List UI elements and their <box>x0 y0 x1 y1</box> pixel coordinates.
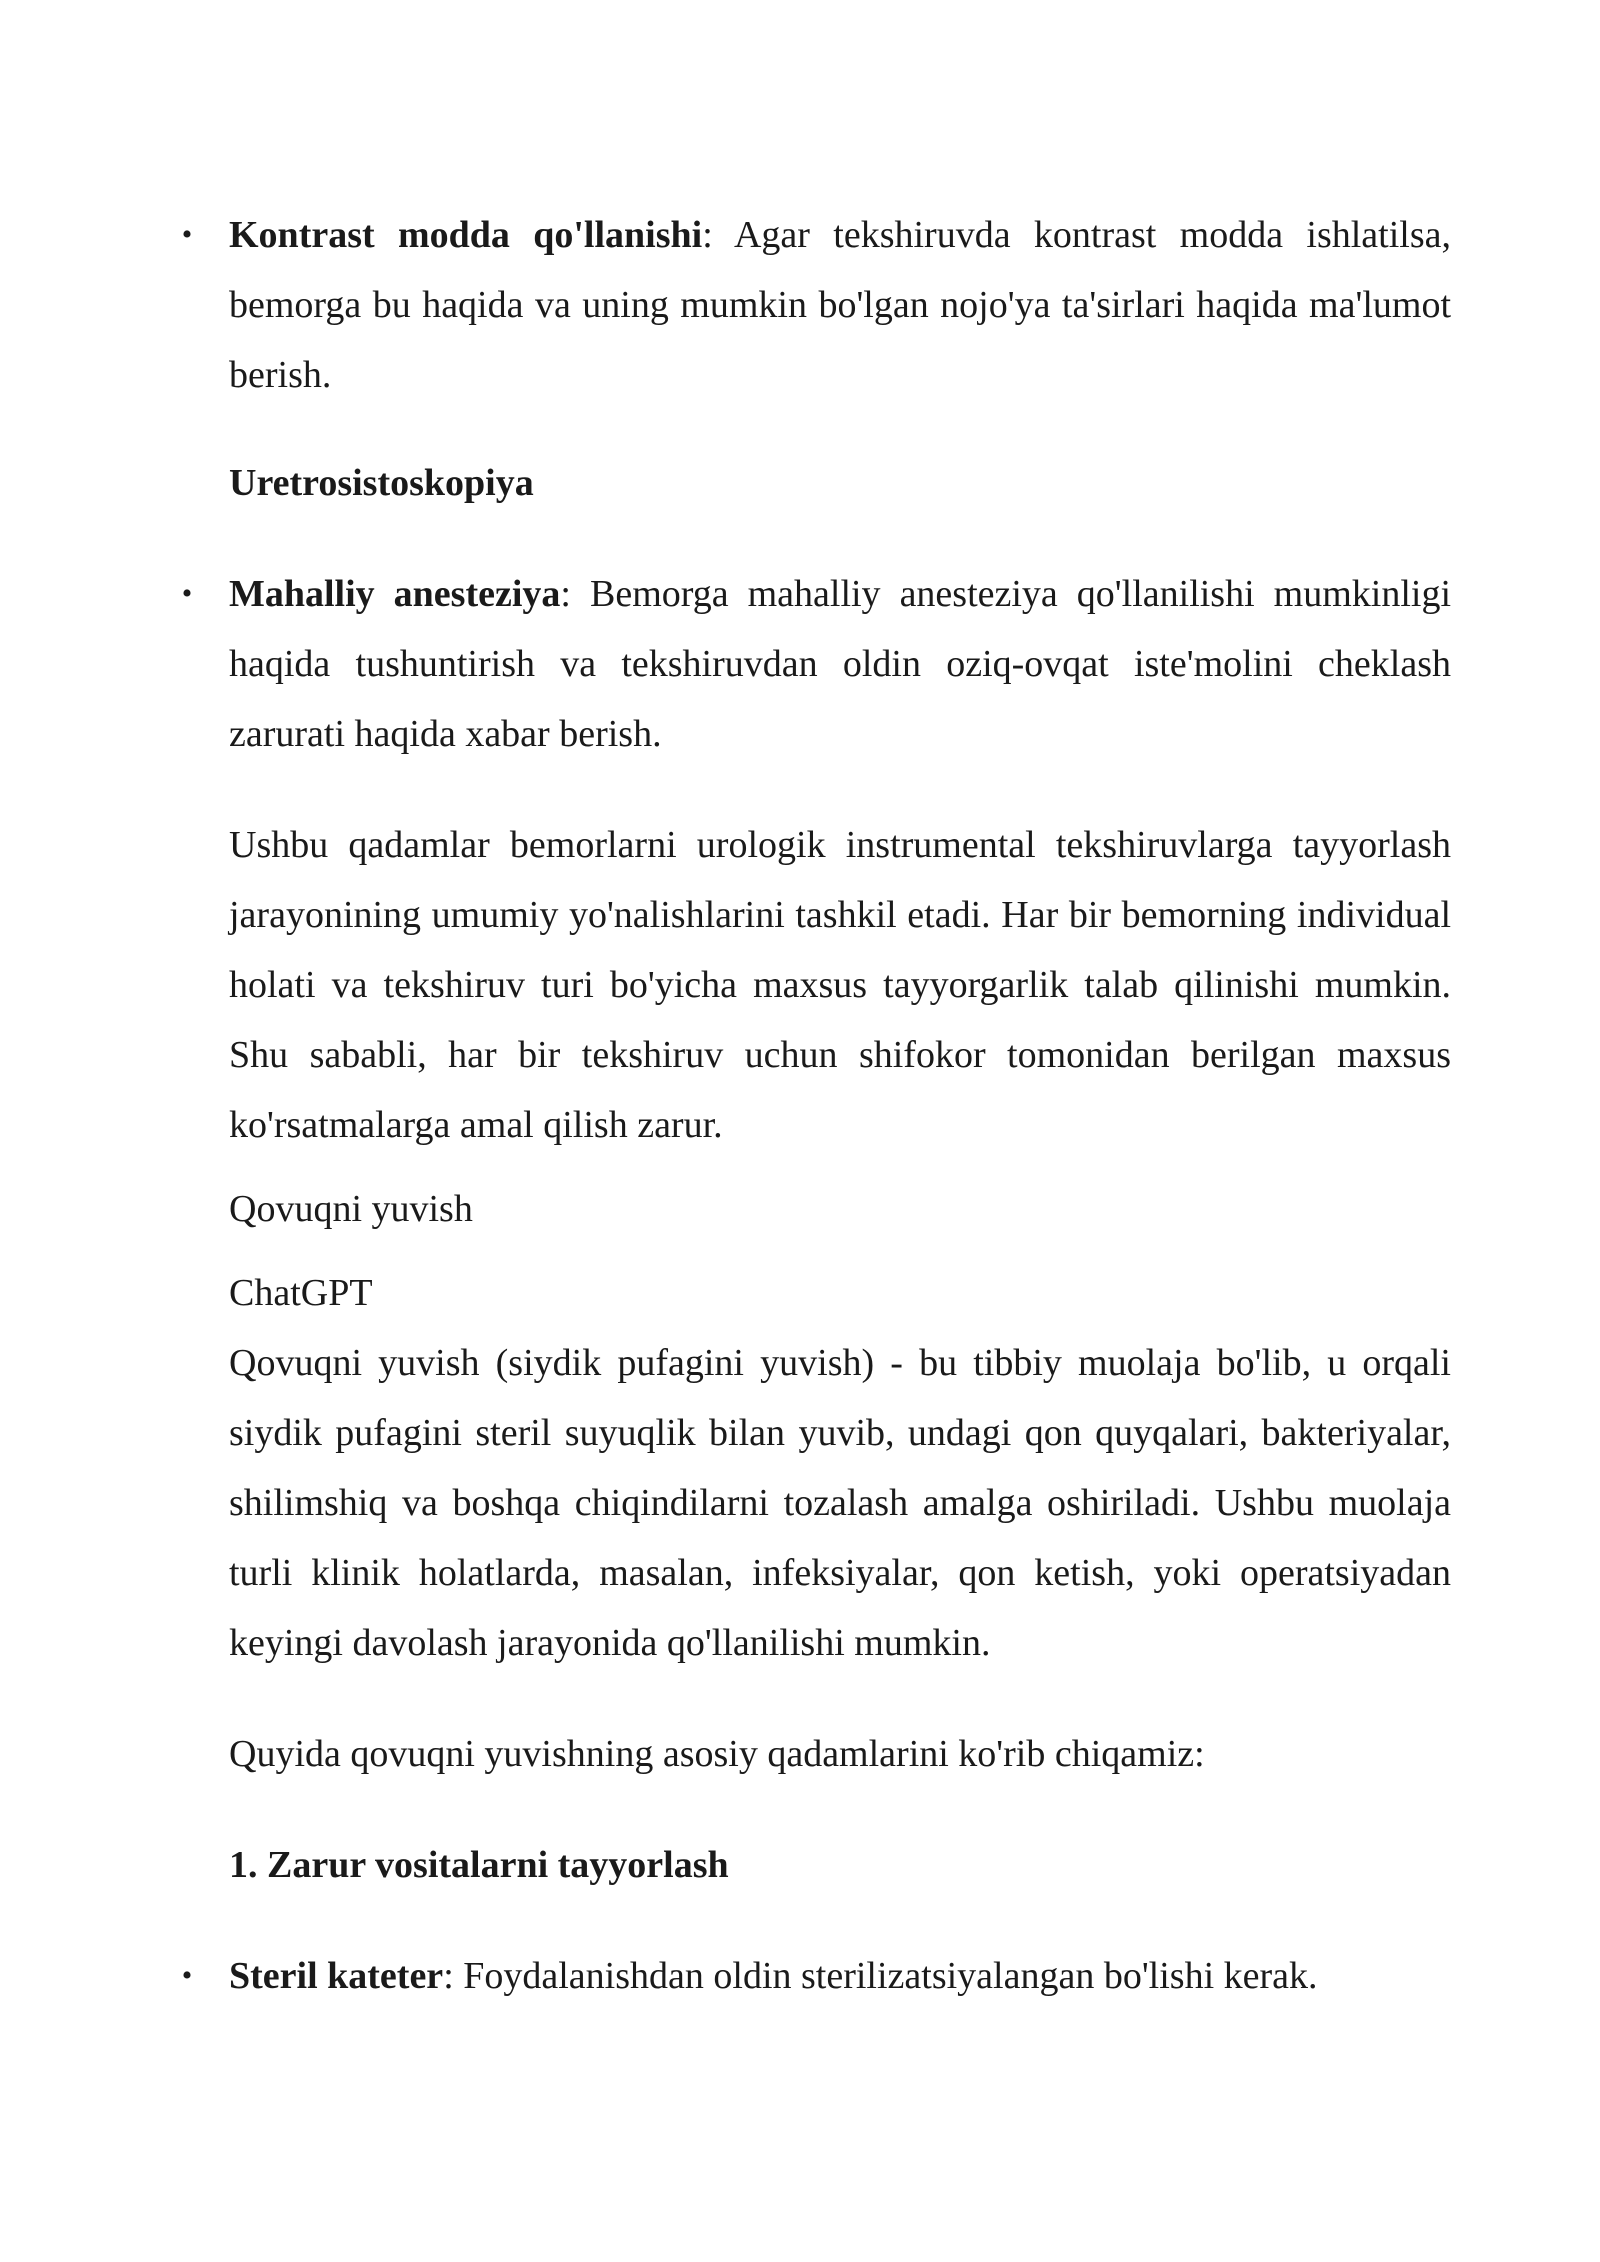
term-anesthesia: Mahalliy anesteziya <box>229 573 561 615</box>
summary-paragraph: Ushbu qadamlar bemorlarni urologik instrumental tekshiruvlarga tayyorlash jarayonining umumiy yo'nalishlarini tashkil etadi. Har bir bemorning individual holati va tekshiruv turi bo'yicha maxsus tayyorgarlik talab qilinishi mumkin. Shu sababli, har bir tekshiruv uchun shifokor tomonidan berilgan maxsus ko'rsatmalarga amal qilish zarur. <box>229 824 1451 1146</box>
bullet-item-catheter <box>181 1941 1451 2011</box>
heading-uretrosistoskopiya: Uretrosistoskopiya <box>229 462 534 504</box>
title-qovuqni-yuvish: Qovuqni yuvish <box>229 1188 473 1230</box>
bullet-icon: • <box>181 577 193 610</box>
steps-intro: Quyida qovuqni yuvishning asosiy qadamlarini ko'rib chiqamiz: <box>229 1733 1205 1775</box>
term-colon: : <box>560 573 571 615</box>
text-catheter: Foydalanishdan oldin sterilizatsiyalangan bo'lishi kerak. <box>453 1955 1318 1997</box>
bullet-item-anesthesia <box>181 559 1452 769</box>
term-colon: : <box>443 1955 454 1997</box>
term-catheter: Steril kateter <box>229 1955 444 1997</box>
text-anesthesia: Bemorga mahalliy anesteziya qo'llanilishi mumkinligi haqida tushuntirish va tekshiruvdan oldin oziq-ovqat iste'molini cheklash zarurati haqida xabar berish. <box>229 573 1452 755</box>
term-contrast: Kontrast modda qo'llanishi <box>229 214 703 256</box>
bullet-icon: • <box>181 218 193 251</box>
step1-heading: 1. Zarur vositalarni tayyorlash <box>229 1844 729 1886</box>
text-contrast: Agar tekshiruvda kontrast modda ishlatilsa, bemorga bu haqida va uning mumkin bo'lgan nojo'ya ta'sirlari haqida ma'lumot berish. <box>229 214 1451 396</box>
document-page <box>181 200 1452 2011</box>
bullet-item-contrast <box>181 200 1451 410</box>
intro-paragraph: Qovuqni yuvish (siydik pufagini yuvish) - bu tibbiy muolaja bo'lib, u orqali siydik pufagini steril suyuqlik bilan yuvib, undagi qon quyqalari, bakteriyalar, shilimshiq va boshqa chiqindilarni tozalash amalga oshiriladi. Ushbu muolaja turli klinik holatlarda, masalan, infeksiyalar, qon ketish, yoki operatsiyadan keyingi davolash jarayonida qo'llanilishi mumkin. <box>229 1342 1451 1664</box>
source-label: ChatGPT <box>229 1272 373 1314</box>
term-colon: : <box>702 214 713 256</box>
bullet-icon: • <box>181 1959 193 1992</box>
